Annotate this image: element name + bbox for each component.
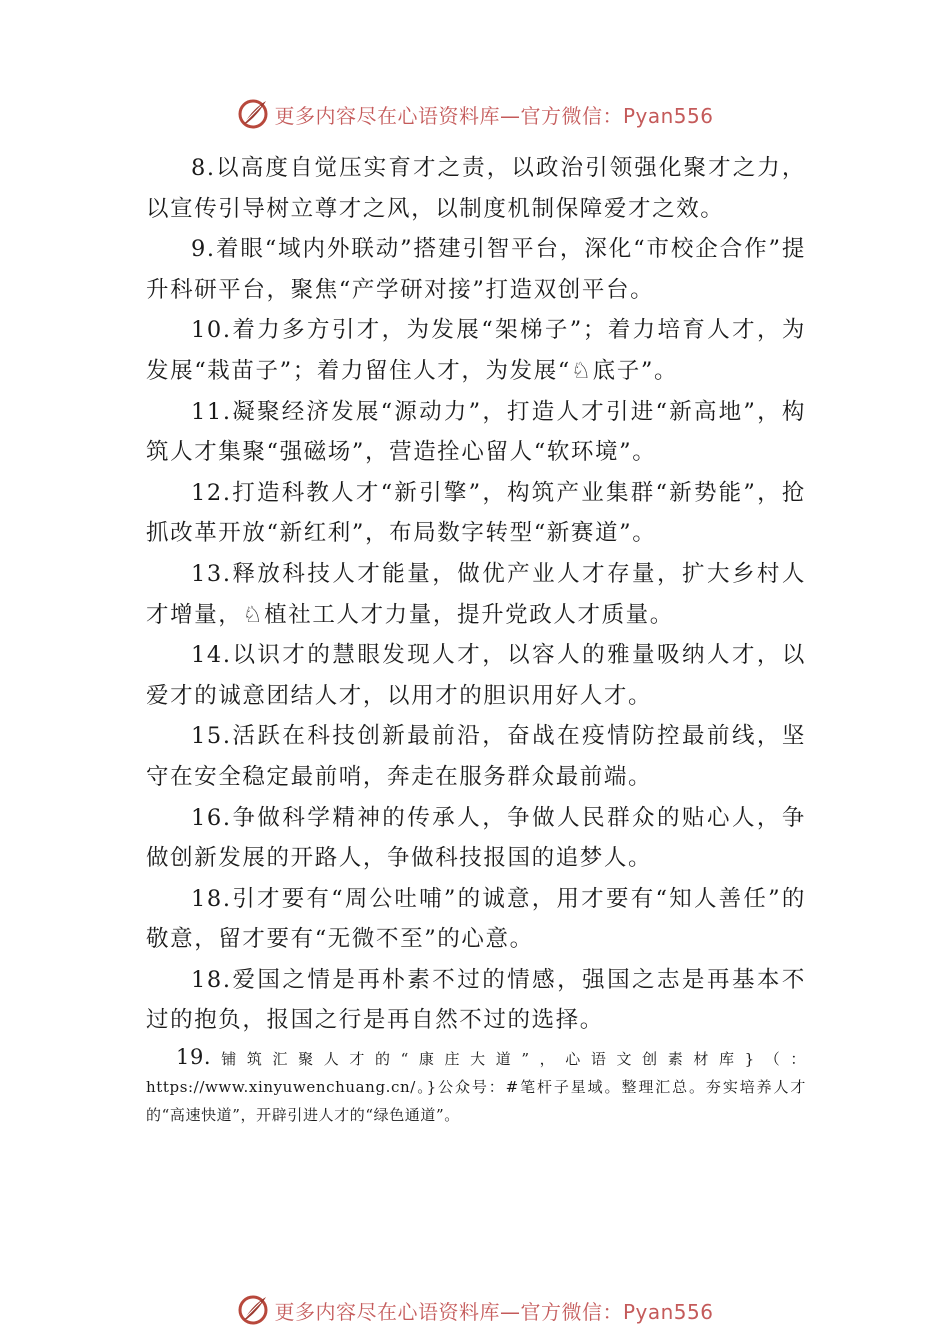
paragraph: 11.凝聚经济发展“源动力”，打造人才引进“新高地”，构筑人才集聚“强磁场”，营造拴心留人“软环境”。 — [146, 398, 806, 466]
paragraph: 8.以高度自觉压实育才之责，以政治引领强化聚才之力，以宣传引导树立尊才之风，以制度机制保障爱才之效。 — [146, 155, 806, 222]
paragraph-text: 铺筑汇聚人才的“康庄大道”，心语文创素材库}（：https://www.xinyuwenchuang.cn/。}公众号：#笔杆子星域。整理汇总。夯实培养人才的“高速快道”，开辟引进人才的“绿色通道”。 — [146, 1050, 806, 1125]
paragraph-last — [146, 1043, 806, 1129]
paragraph: 16.争做科学精神的传承人，争做人民群众的贴心人，争做创新发展的开路人，争做科技报国的追梦人。 — [146, 804, 806, 872]
paragraph: 14.以识才的慧眼发现人才，以容人的雅量吸纳人才，以爱才的诚意团结人才，以用才的胆识用好人才。 — [146, 642, 806, 709]
paragraph: 10.着力多方引才，为发展“架梯子”；着力培育人才，为发展“栽苗子”；着力留住人才，为发展“♘底子”。 — [146, 317, 806, 384]
footer-banner — [0, 1288, 950, 1332]
paragraph: 18.引才要有“周公吐哺”的诚意，用才要有“知人善任”的敬意，留才要有“无微不至”的心意。 — [146, 885, 806, 953]
paragraph-number: 19. — [176, 1045, 212, 1070]
paragraph: 15.活跃在科技创新最前沿，奋战在疫情防控最前线，坚守在安全稳定最前哨，奔走在服务群众最前端。 — [146, 723, 806, 790]
banner-text: 更多内容尽在心语资料库—官方微信：Pyan556 — [274, 1299, 714, 1324]
quill-pen-seal-icon — [236, 97, 270, 131]
paragraph: 18.爱国之情是再朴素不过的情感，强国之志是再基本不过的抱负，报国之行是再自然不过的选择。 — [146, 966, 806, 1034]
paragraph: 12.打造科教人才“新引擎”，构筑产业集群“新势能”，抢抓改革开放“新红利”，布局数字转型“新赛道”。 — [146, 479, 806, 547]
header-banner — [0, 92, 950, 136]
document-body — [146, 148, 806, 1129]
quill-pen-seal-icon — [236, 1293, 270, 1327]
paragraph: 9.着眼“域内外联动”搭建引智平台，深化“市校企合作”提升科研平台，聚焦“产学研对接”打造双创平台。 — [146, 236, 806, 303]
paragraph: 13.释放科技人才能量，做优产业人才存量，扩大乡村人才增量，♘植社工人才力量，提升党政人才质量。 — [146, 560, 806, 628]
banner-text: 更多内容尽在心语资料库—官方微信：Pyan556 — [274, 103, 714, 128]
